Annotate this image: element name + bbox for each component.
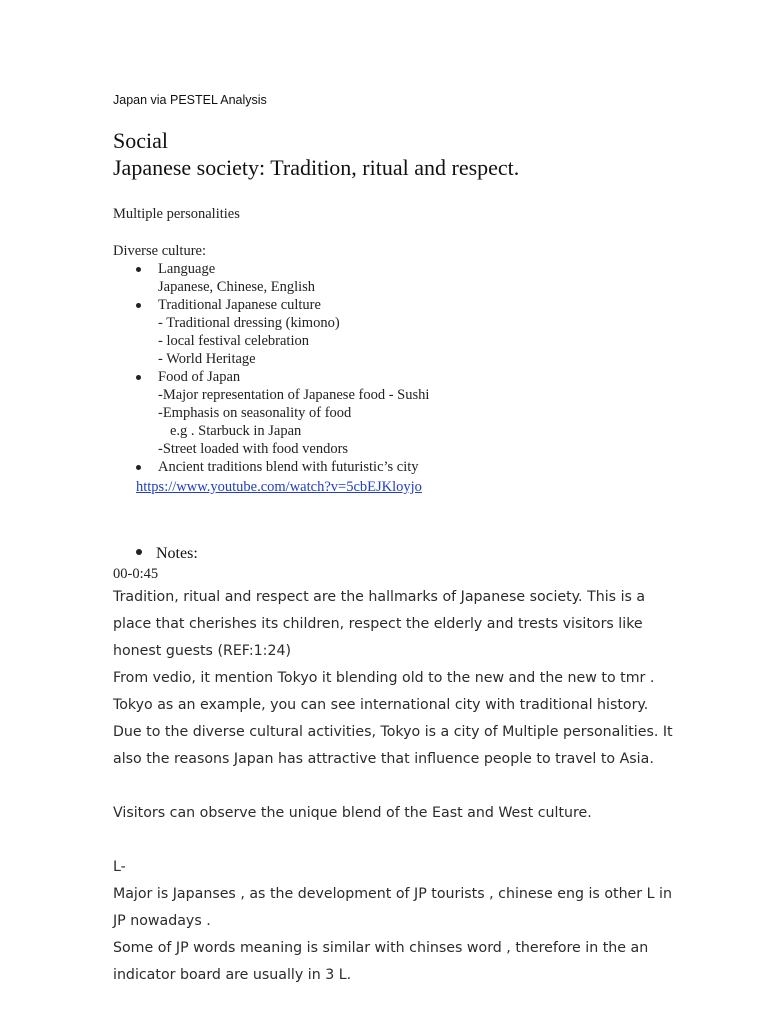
bullet-line: - World Heritage: [158, 351, 256, 367]
bullet-line: e.g . Starbuck in Japan: [170, 423, 302, 439]
paragraph: Major is Japanses , as the development of JP tourists , chinese eng is other L in JP nowadays .: [113, 886, 672, 929]
bullet-line: - Traditional dressing (kimono): [158, 315, 340, 331]
paragraph-spacer: [113, 827, 673, 854]
bullet-title: Traditional Japanese culture: [158, 297, 321, 313]
paragraph: Visitors can observe the unique blend of the East and West culture.: [113, 805, 592, 821]
notes-label: Notes:: [156, 545, 198, 562]
heading-social: Social: [113, 128, 168, 153]
paragraph: Some of JP words meaning is similar with chinses word , therefore in the an indicator board are usually in 3 L.: [113, 940, 649, 983]
paragraph: Tradition, ritual and respect are the hallmarks of Japanese society. This is a place that cherishes its children, respect the elderly and trests visitors like honest guests (REF:1:24): [113, 589, 646, 659]
bullet-line: - local festival celebration: [158, 333, 309, 349]
bullet-ancient-traditions: [158, 458, 673, 476]
bullet-language: [158, 260, 673, 296]
paragraph: L-: [113, 859, 126, 875]
bullet-traditional-culture: [158, 296, 673, 368]
bullet-food-of-japan: [158, 368, 673, 458]
bullet-line: -Street loaded with food vendors: [158, 441, 349, 457]
diverse-culture-label: Diverse culture:: [113, 243, 207, 259]
section-heading: [113, 127, 519, 181]
bullet-line: -Emphasis on seasonality of food: [158, 405, 352, 421]
bullet-title: Food of Japan: [158, 369, 241, 385]
timecode: 00-0:45: [113, 566, 159, 582]
bullet-line: -Major representation of Japanese food - Sushi: [158, 387, 430, 403]
notes-body: [113, 584, 673, 989]
heading-subtitle: Japanese society: Tradition, ritual and respect.: [113, 155, 520, 180]
culture-bullet-list: [113, 260, 673, 476]
diverse-culture-section: [113, 242, 673, 476]
bullet-title: Ancient traditions blend with futuristic’s city: [158, 459, 419, 475]
bullet-title: Language: [158, 261, 216, 277]
paragraph-spacer: [113, 773, 673, 800]
notes-heading: [136, 545, 198, 563]
youtube-link[interactable]: https://www.youtube.com/watch?v=5cbEJKloyjo: [136, 479, 422, 495]
document-title: Japan via PESTEL Analysis: [113, 93, 267, 107]
bullet-dot-icon: [136, 549, 142, 555]
bullet-line: Japanese, Chinese, English: [158, 279, 316, 295]
multiple-personalities-heading: Multiple personalities: [113, 206, 240, 222]
paragraph: From vedio, it mention Tokyo it blending old to the new and the new to tmr . Tokyo as an example, you can see international city with traditional history. Due to the diverse cultural activities, Tokyo is a city of Multiple personalities. It also the reasons Japan has attractive that influence people to travel to Asia.: [113, 670, 673, 767]
